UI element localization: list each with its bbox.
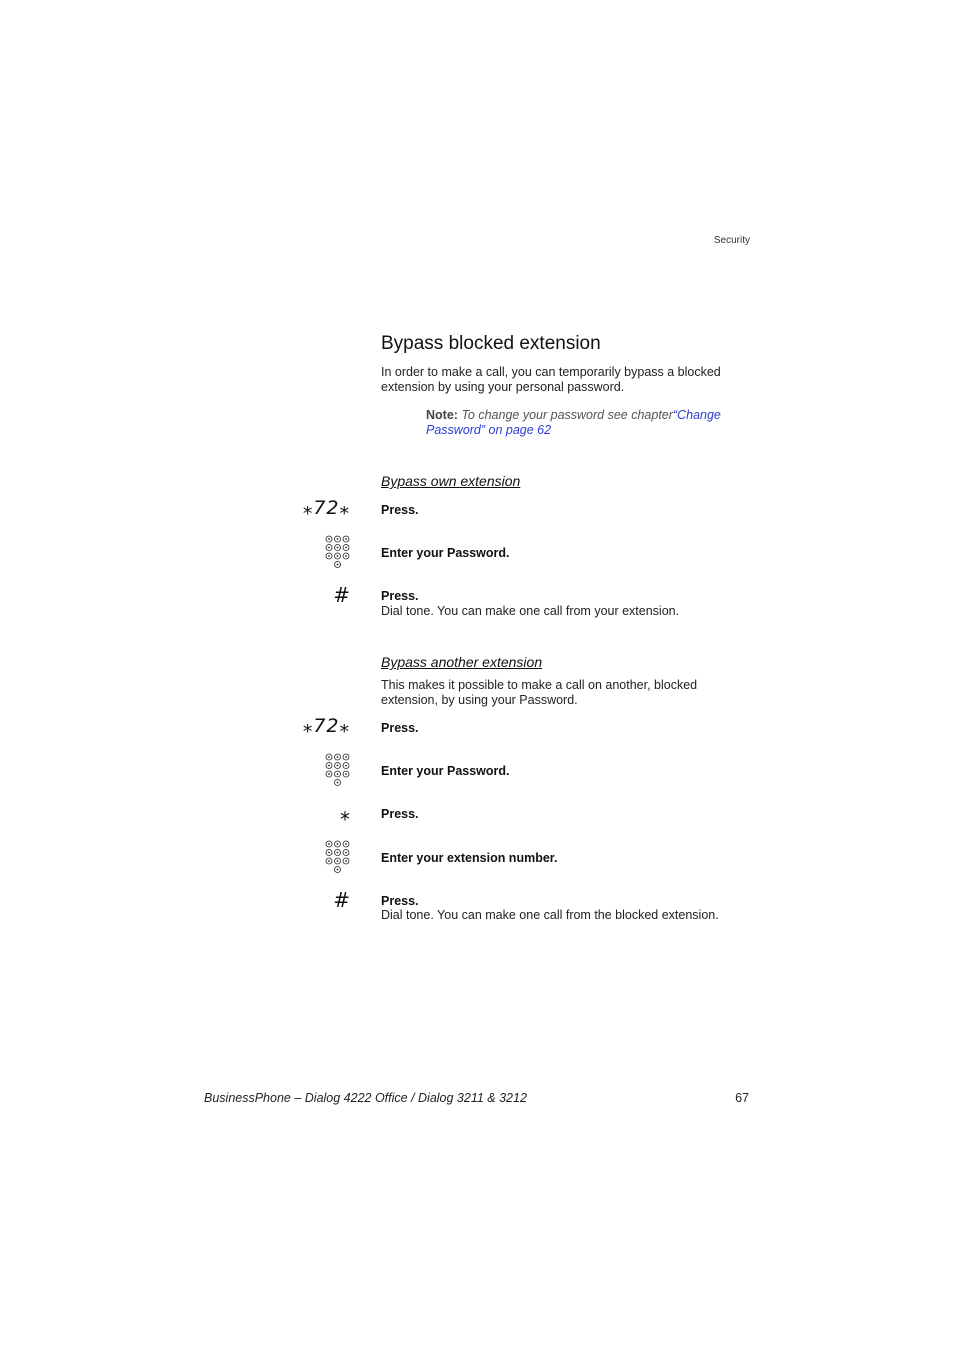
hash-icon: # (333, 888, 350, 912)
page-title: Bypass blocked extension (381, 333, 601, 354)
star-icon: ⁎ (340, 801, 350, 825)
section-header: Security (713, 235, 750, 246)
keypad-icon (325, 535, 351, 569)
star-72-star-code-icon: ⁎72⁎ (302, 497, 350, 519)
step-sub-text: Dial tone. You can make one call from your extension. (381, 604, 680, 618)
keypad-icon (325, 753, 351, 787)
note (426, 408, 736, 438)
step-label: Press. (381, 721, 419, 735)
intro-text: In order to make a call, you can temporarily bypass a blocked extension by using your personal password. (381, 365, 721, 394)
step-label: Press. (381, 894, 419, 908)
step-label: Press. (381, 503, 419, 517)
keypad-icon (325, 840, 351, 874)
section-description: This makes it possible to make a call on another, blocked extension, by using your Password. (381, 678, 698, 707)
hash-icon: # (333, 583, 350, 607)
step-label: Enter your Password. (381, 546, 510, 560)
section-heading-own-extension: Bypass own extension (381, 473, 521, 489)
step-sub-text: Dial tone. You can make one call from the blocked extension. (381, 908, 719, 922)
star-72-star-code-icon: ⁎72⁎ (302, 715, 350, 737)
step-label: Press. (381, 807, 419, 821)
step-label: Enter your extension number. (381, 851, 558, 865)
note-text: To change your password see chapter (461, 408, 673, 422)
footer-title: BusinessPhone – Dialog 4222 Office / Dialog 3211 & 3212 (204, 1091, 527, 1105)
step-label: Enter your Password. (381, 764, 510, 778)
section-heading-another-extension: Bypass another extension (381, 654, 543, 670)
page-number: 67 (735, 1091, 749, 1105)
step-label: Press. (381, 589, 419, 603)
change-password-link[interactable]: “Change Password” on page 62 (426, 408, 721, 437)
note-label: Note: (426, 408, 458, 422)
